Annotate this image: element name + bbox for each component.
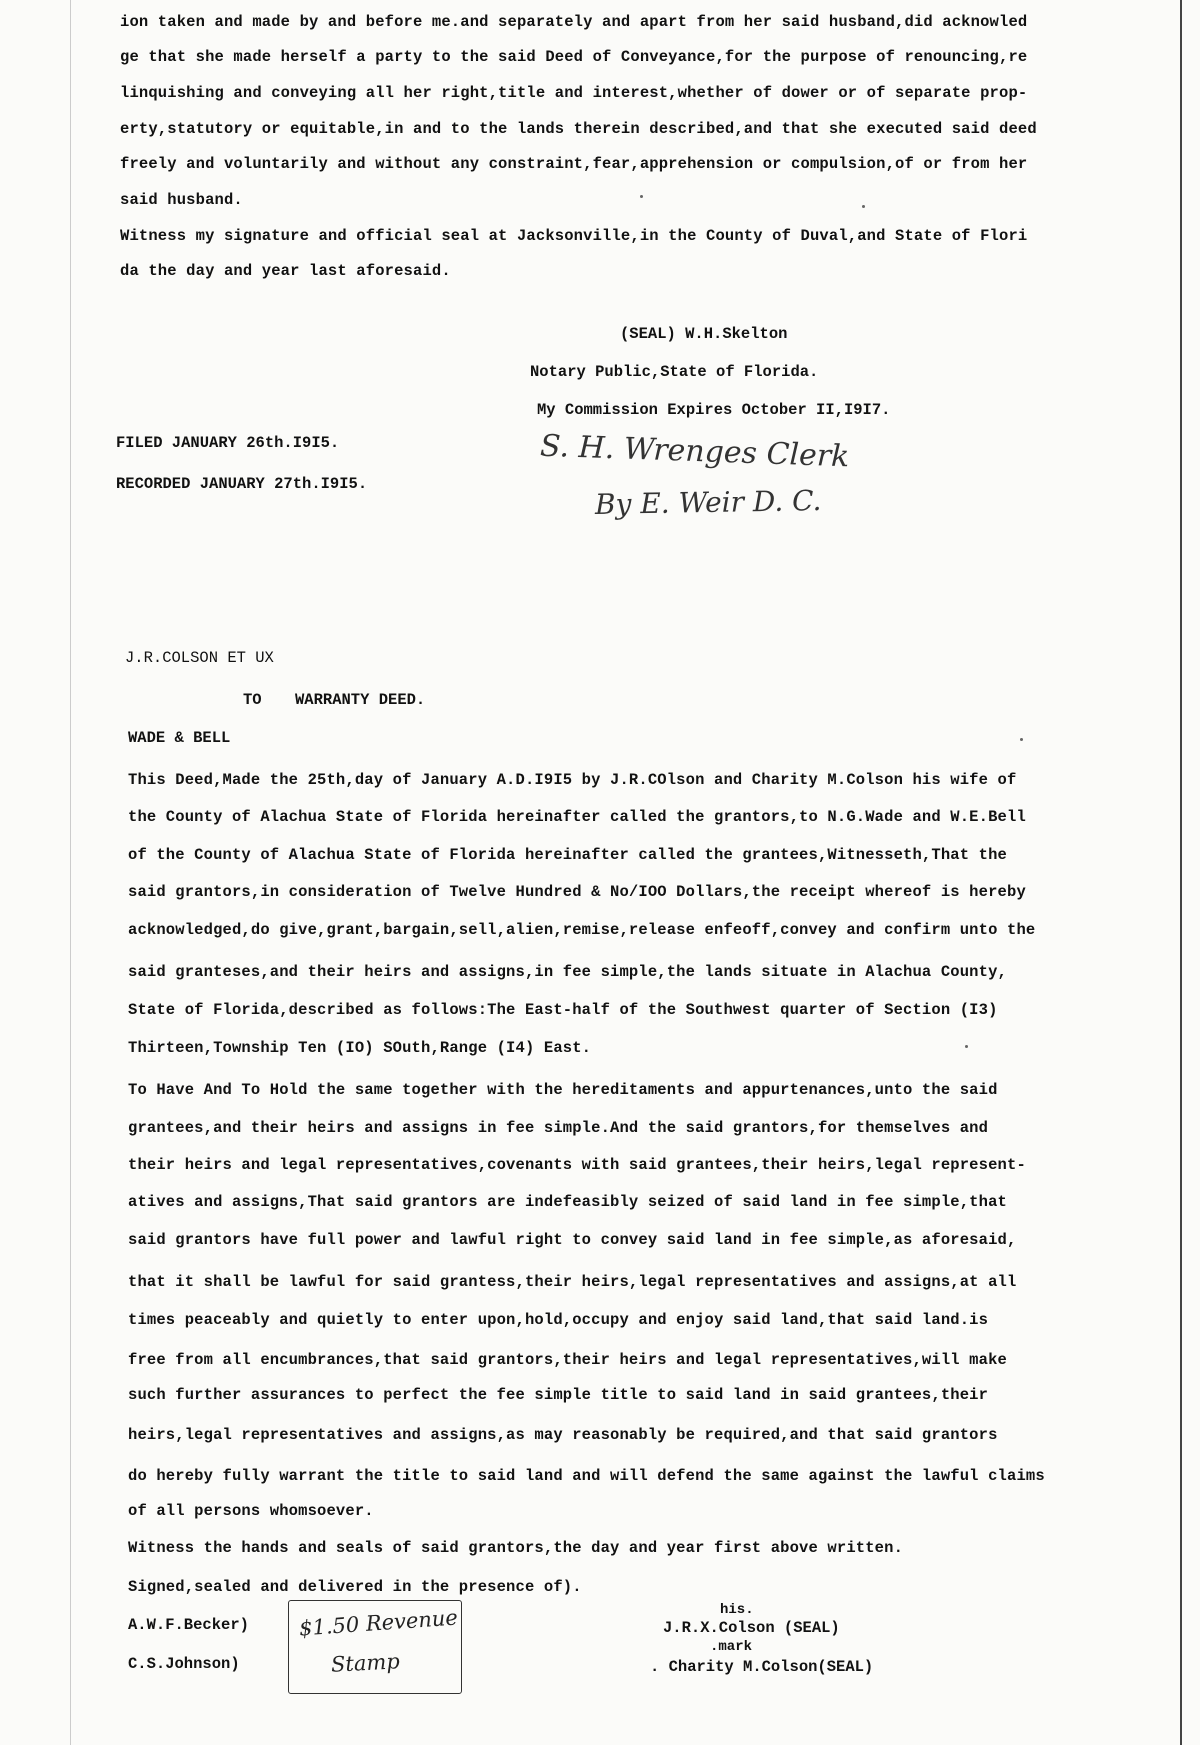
- deed-line-1: This Deed,Made the 25th,day of January A.D.I9I5 by J.R.COlson and Charity M.Colson his wife of: [128, 771, 1017, 789]
- deed-line-14: that it shall be lawful for said grantess,their heirs,legal representatives and assigns,at all: [128, 1273, 1017, 1291]
- deed-line-4: said grantors,in consideration of Twelve Hundred & No/IOO Dollars,the receipt whereof is hereby: [128, 883, 1026, 901]
- notary-signature-name: (SEAL) W.H.Skelton: [620, 325, 788, 343]
- notary-line-1: ion taken and made by and before me.and separately and apart from her said husband,did acknowled: [120, 13, 1028, 31]
- page-right-edge: [1180, 0, 1182, 1745]
- notary-line-6: said husband.: [120, 191, 243, 209]
- notary-line-5: freely and voluntarily and without any constraint,fear,apprehension or compulsion,of or from her: [120, 155, 1028, 173]
- deed-line-18: heirs,legal representatives and assigns,as may reasonably be required,and that said grantors: [128, 1426, 998, 1444]
- deed-line-11: their heirs and legal representatives,covenants with said grantees,their heirs,legal represent-: [128, 1156, 1026, 1174]
- deed-grantees: WADE & BELL: [128, 729, 231, 747]
- notary-line-8: da the day and year last aforesaid.: [120, 262, 451, 280]
- scan-speck: [640, 195, 643, 198]
- deed-line-20: of all persons whomsoever.: [128, 1502, 374, 1520]
- deed-line-16: free from all encumbrances,that said grantors,their heirs and legal representatives,will make: [128, 1351, 1007, 1369]
- deed-line-2: the County of Alachua State of Florida hereinafter called the grantors,to N.G.Wade and W.E.Bell: [128, 808, 1026, 826]
- deed-parties: J.R.COLSON ET UX: [125, 649, 274, 667]
- clerk-signature: S. H. Wrenges Clerk: [539, 428, 850, 475]
- deed-line-17: such further assurances to perfect the fee simple title to said land in said grantees,their: [128, 1386, 989, 1404]
- deed-line-12: atives and assigns,That said grantors are indefeasibly seized of said land in fee simple,that: [128, 1193, 1007, 1211]
- deed-line-9: To Have And To Hold the same together with the hereditaments and appurtenances,unto the said: [128, 1081, 998, 1099]
- witness-becker: A.W.F.Becker): [128, 1616, 249, 1634]
- deed-line-10: grantees,and their heirs and assigns in fee simple.And the said grantors,for themselves and: [128, 1119, 989, 1137]
- notary-commission: My Commission Expires October II,I9I7.: [537, 401, 891, 419]
- deed-title: WARRANTY DEED.: [295, 691, 426, 709]
- deed-line-6: said granteses,and their heirs and assigns,in fee simple,the lands situate in Alachua County,: [128, 963, 1007, 981]
- his-label: his.: [720, 1602, 754, 1618]
- revenue-stamp-box: [288, 1600, 462, 1694]
- deed-line-8: Thirteen,Township Ten (IO) SOuth,Range (I4) East.: [128, 1039, 592, 1057]
- notary-signature-title: Notary Public,State of Florida.: [530, 363, 819, 381]
- deed-line-22: Signed,sealed and delivered in the presence of).: [128, 1578, 582, 1596]
- filed-date: FILED JANUARY 26th.I9I5.: [116, 434, 340, 452]
- colson-signature: J.R.X.Colson (SEAL): [663, 1619, 840, 1637]
- notary-line-7: Witness my signature and official seal at Jacksonville,in the County of Duval,and State of Flori: [120, 227, 1028, 245]
- notary-line-4: erty,statutory or equitable,in and to the lands therein described,and that she executed said deed: [120, 120, 1037, 138]
- scan-speck: [965, 1045, 968, 1048]
- deed-to: TO: [243, 691, 262, 709]
- mark-label: .mark: [710, 1639, 753, 1655]
- scan-speck: [1020, 738, 1023, 741]
- charity-colson-signature: . Charity M.Colson(SEAL): [650, 1658, 874, 1676]
- recorded-date: RECORDED JANUARY 27th.I9I5.: [116, 475, 368, 493]
- deed-line-15: times peaceably and quietly to enter upon,hold,occupy and enjoy said land,that said land.is: [128, 1311, 989, 1329]
- deed-line-7: State of Florida,described as follows:The East-half of the Southwest quarter of Section (I3): [128, 1001, 998, 1019]
- revenue-stamp-text-2: Stamp: [330, 1649, 401, 1677]
- notary-line-3: linquishing and conveying all her right,title and interest,whether of dower or of separate prop-: [120, 84, 1028, 102]
- page-left-edge: [70, 0, 71, 1745]
- notary-line-2: ge that she made herself a party to the said Deed of Conveyance,for the purpose of renouncing,re: [120, 48, 1028, 66]
- deed-line-19: do hereby fully warrant the title to said land and will defend the same against the lawful claims: [128, 1467, 1045, 1485]
- deed-line-3: of the County of Alachua State of Florida hereinafter called the grantees,Witnesseth,That the: [128, 846, 1007, 864]
- witness-johnson: C.S.Johnson): [128, 1655, 240, 1673]
- deputy-clerk-signature: By E. Weir D. C.: [594, 484, 822, 521]
- scan-speck: [862, 205, 865, 208]
- deed-line-5: acknowledged,do give,grant,bargain,sell,alien,remise,release enfeoff,convey and confirm unto the: [128, 921, 1036, 939]
- deed-line-21: Witness the hands and seals of said grantors,the day and year first above written.: [128, 1539, 904, 1557]
- revenue-stamp-text: $1.50 Revenue: [298, 1605, 459, 1641]
- deed-line-13: said grantors have full power and lawful right to convey said land in fee simple,as aforesaid,: [128, 1231, 1017, 1249]
